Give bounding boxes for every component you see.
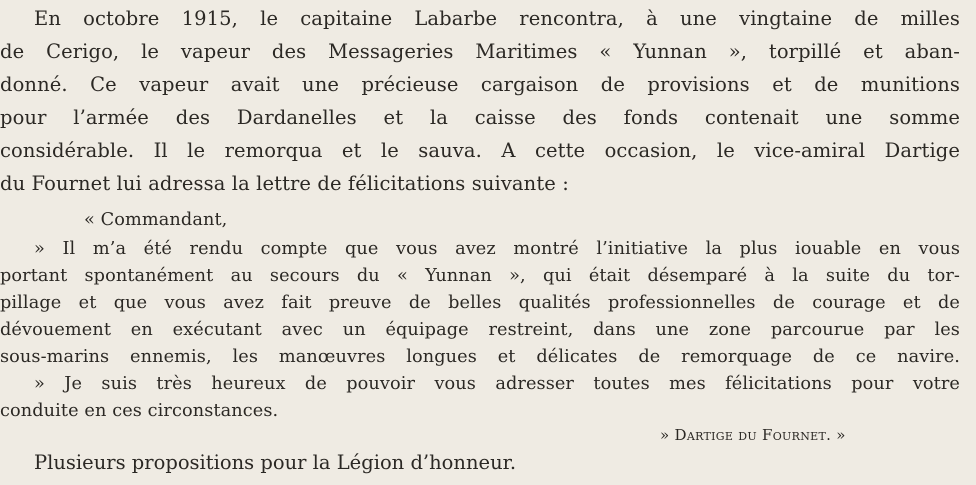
text-line: considérable. Il le remorqua et le sauva. A cette occasion, le vice-amiral Dartige bbox=[0, 139, 960, 162]
text-line: » Il m’a été rendu compte que vous avez montré l’initiative la plus iouable en vous bbox=[34, 239, 960, 259]
letter-signature bbox=[660, 426, 846, 444]
text-line: En octobre 1915, le capitaine Labarbe rencontra, à une vingtaine de milles bbox=[34, 7, 960, 30]
text-line: dévouement en exécutant avec un équipage restreint, dans une zone parcourue par les bbox=[0, 320, 960, 340]
text-line: de Cerigo, le vapeur des Messageries Maritimes « Yunnan », torpillé et aban- bbox=[0, 40, 960, 63]
text-line: conduite en ces circonstances. bbox=[0, 401, 279, 421]
signature-text: » Dartige du Fournet. » bbox=[660, 426, 846, 444]
text-line: » Je suis très heureux de pouvoir vous adresser toutes mes félicitations pour votre bbox=[34, 374, 960, 394]
closing-line: Plusieurs propositions pour la Légion d’honneur. bbox=[34, 451, 517, 474]
text-line: donné. Ce vapeur avait une précieuse cargaison de provisions et de munitions bbox=[0, 73, 960, 96]
text-line: du Fournet lui adressa la lettre de félicitations suivante : bbox=[0, 172, 569, 195]
letter-salutation: « Commandant, bbox=[84, 210, 228, 230]
text-line: pillage et que vous avez fait preuve de belles qualités professionnelles de courage et de bbox=[0, 293, 960, 313]
text-line: sous-marins ennemis, les manœuvres longues et délicates de remorquage de ce navire. bbox=[0, 347, 960, 367]
text-line: pour l’armée des Dardanelles et la caisse des fonds contenait une somme bbox=[0, 106, 960, 129]
text-line: portant spontanément au secours du « Yunnan », qui était désemparé à la suite du tor- bbox=[0, 266, 960, 286]
